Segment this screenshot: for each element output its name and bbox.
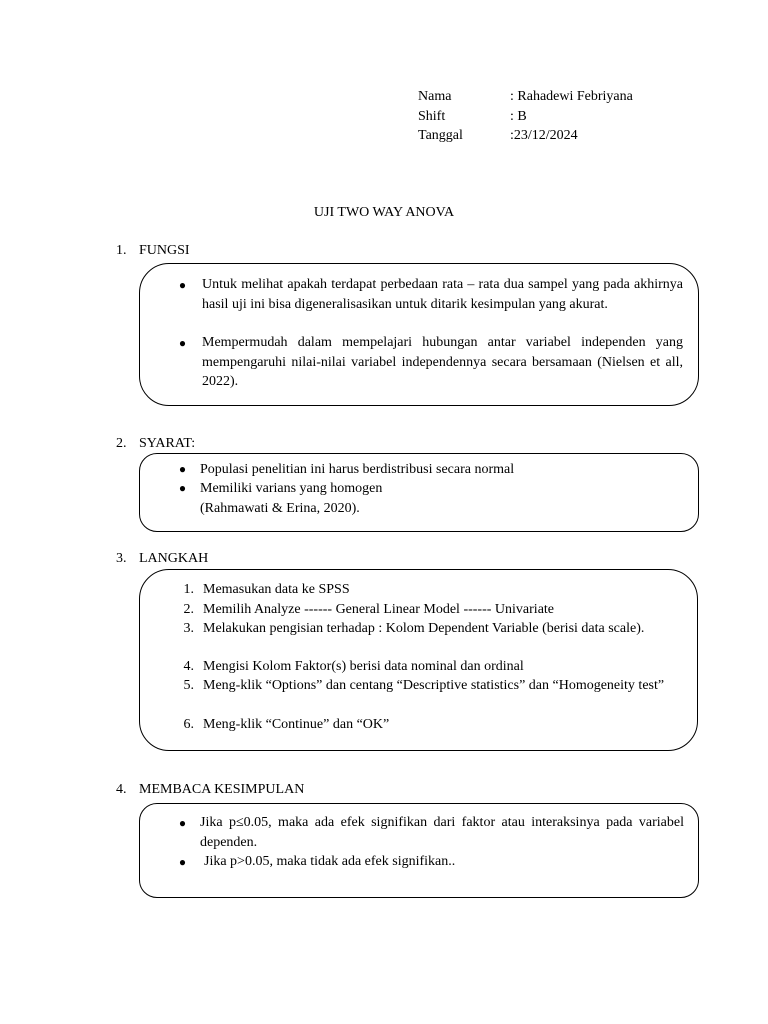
page-title: UJI TWO WAY ANOVA — [313, 205, 455, 220]
header-value: :23/12/2024 — [510, 128, 578, 143]
step-item: Memasukan data ke SPSS — [203, 582, 350, 597]
section-heading-syarat — [116, 434, 195, 454]
header-label: Tanggal — [418, 128, 463, 143]
bullet-icon: ● — [178, 855, 187, 869]
step-item: Meng-klik “Options” dan centang “Descriptive statistics” dan “Homogeneity test” — [203, 678, 665, 693]
step-number: 3. — [183, 621, 194, 636]
fungsi-box — [139, 263, 699, 406]
section-heading-langkah — [116, 549, 208, 569]
step-item: Meng-klik “Continue” dan “OK” — [203, 717, 390, 732]
section-title: FUNGSI — [139, 243, 190, 258]
list-item: Populasi penelitian ini harus berdistribusi secara normal — [200, 462, 515, 477]
citation: (Rahmawati & Erina, 2020). — [200, 501, 360, 516]
list-item: Jika p>0.05, maka tidak ada efek signifikan.. — [204, 854, 456, 869]
header-info — [418, 87, 718, 146]
list-item: Mempermudah dalam mempelajari hubungan antar variabel independen yang mempengaruhi nilai-nilai variabel independennya secara bersamaan (Nielsen et all, 2022). — [202, 335, 683, 389]
section-heading-fungsi — [116, 241, 190, 261]
step-item: Memilih Analyze ------ General Linear Model ------ Univariate — [203, 602, 555, 617]
bullet-icon: ● — [178, 278, 187, 292]
section-title: MEMBACA KESIMPULAN — [139, 782, 305, 797]
step-number: 1. — [183, 582, 194, 597]
section-heading-kesimpulan — [116, 780, 304, 800]
step-item: Melakukan pengisian terhadap : Kolom Dependent Variable (berisi data scale). — [203, 621, 645, 636]
section-number: 1. — [116, 243, 127, 258]
header-label: Nama — [418, 89, 452, 104]
syarat-box — [139, 453, 699, 532]
list-item: Memiliki varians yang homogen — [200, 481, 383, 496]
section-number: 3. — [116, 551, 127, 566]
bullet-icon: ● — [178, 336, 187, 350]
section-number: 4. — [116, 782, 127, 797]
header-row-nama — [418, 87, 718, 107]
list-item: Jika p≤0.05, maka ada efek signifikan dari faktor atau interaksinya pada variabel dependen. — [200, 815, 684, 850]
bullet-icon: ● — [178, 462, 187, 476]
header-value: : Rahadewi Febriyana — [510, 89, 633, 104]
step-number: 4. — [183, 659, 194, 674]
bullet-icon: ● — [178, 816, 187, 830]
langkah-box — [139, 569, 698, 751]
section-number: 2. — [116, 436, 127, 451]
header-label: Shift — [418, 108, 446, 124]
step-item: Mengisi Kolom Faktor(s) berisi data nominal dan ordinal — [203, 659, 524, 674]
header-row-shift — [418, 107, 718, 127]
header-value: : B — [510, 108, 527, 124]
step-number: 6. — [183, 717, 194, 732]
list-item: Untuk melihat apakah terdapat perbedaan rata – rata dua sampel yang pada akhirnya hasil uji ini bisa digeneralisasikan untuk ditarik kesimpulan yang akurat. — [202, 277, 683, 312]
step-number: 5. — [183, 678, 194, 693]
bullet-icon: ● — [178, 481, 187, 495]
section-title: SYARAT: — [139, 436, 196, 451]
step-number: 2. — [183, 602, 194, 617]
section-title: LANGKAH — [139, 551, 209, 566]
kesimpulan-box — [139, 803, 699, 898]
header-row-tanggal — [418, 126, 718, 146]
